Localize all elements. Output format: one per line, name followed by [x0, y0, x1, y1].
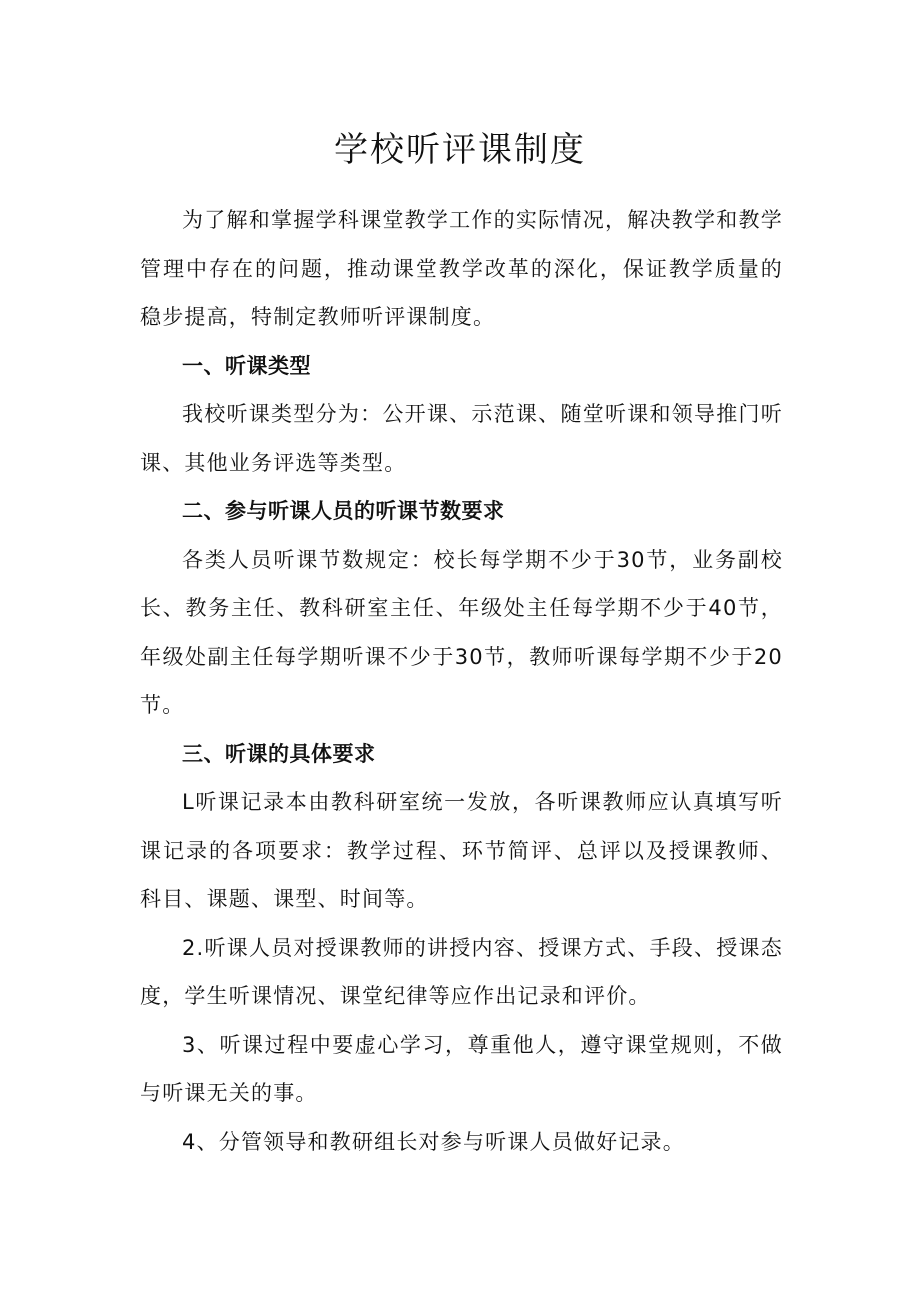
section-heading-specific-requirements: 三、听课的具体要求 — [182, 741, 376, 766]
section-3-paragraph-2: 2.听课人员对授课教师的讲授内容、授课方式、手段、授课态度，学生听课情况、课堂纪律等应作出记录和评价。 — [140, 935, 783, 1008]
section-2-paragraph-1: 各类人员听课节数规定：校长每学期不少于30节，业务副校长、教务主任、教科研室主任、年级处主任每学期不少于40节，年级处副主任每学期听课不少于30节，教师听课每学期不少于20节。 — [140, 547, 783, 717]
section-3-paragraph-1: L听课记录本由教科研室统一发放，各听课教师应认真填写听课记录的各项要求：教学过程、环节简评、总评以及授课教师、科目、课题、课型、时间等。 — [140, 790, 783, 911]
document-title: 学校听评课制度 — [334, 130, 586, 170]
section-heading-listening-types: 一、听课类型 — [182, 353, 311, 378]
section-3-paragraph-3: 3、听课过程中要虚心学习，尊重他人，遵守课堂规则，不做与听课无关的事。 — [140, 1032, 783, 1105]
section-heading-session-requirements: 二、参与听课人员的听课节数要求 — [182, 499, 505, 523]
intro-paragraph: 为了解和掌握学科课堂教学工作的实际情况，解决教学和教学管理中存在的问题，推动课堂教学改革的深化，保证教学质量的稳步提高，特制定教师听评课制度。 — [140, 208, 783, 329]
document-body — [140, 196, 783, 1166]
section-3-paragraph-4: 4、分管领导和教研组长对参与听课人员做好记录。 — [182, 1129, 685, 1154]
section-1-paragraph-1: 我校听课类型分为：公开课、示范课、随堂听课和领导推门听课、其他业务评选等类型。 — [140, 402, 783, 475]
